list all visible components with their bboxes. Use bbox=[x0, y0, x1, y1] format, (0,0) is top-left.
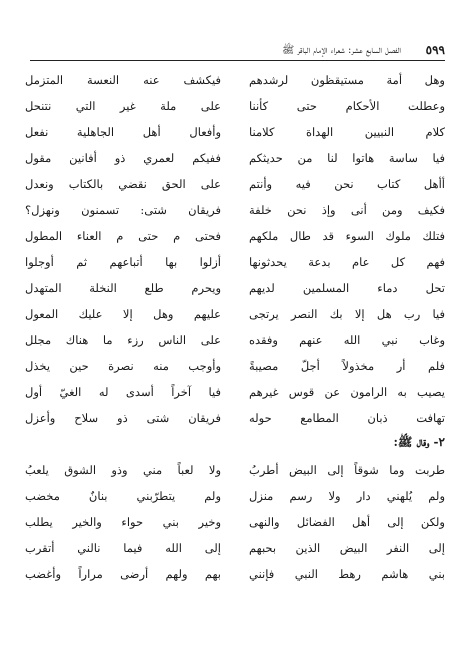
verse bbox=[25, 223, 445, 249]
first-hemistich: بني هاشم رهط النبي فإنني bbox=[249, 567, 445, 581]
first-hemistich: تحل دماء المسلمين لديهم bbox=[249, 281, 445, 295]
first-hemistich: فهم كل عام بدعة يحدثونها bbox=[249, 255, 445, 269]
verse bbox=[25, 145, 445, 171]
first-hemistich: وغاب نبي الله عنهم وفقده bbox=[249, 333, 445, 347]
running-title: الفصل السابع عشر: شعراء الإمام الباقر ﷺ bbox=[282, 45, 401, 56]
second-hemistich: على الحق نقضي بالكتاب ونعدل bbox=[25, 177, 221, 191]
first-hemistich: تهافت ذبان المطامع حوله bbox=[249, 411, 445, 425]
verse bbox=[25, 509, 445, 535]
second-hemistich: إلى الله فيما نالني أتقرب bbox=[25, 541, 221, 555]
first-hemistich: كلام النبيين الهداة كلامنا bbox=[249, 125, 445, 139]
second-hemistich: فريقان شتى: تسمنون ونهزل؟ bbox=[25, 203, 221, 217]
verse bbox=[25, 483, 445, 509]
first-hemistich: وعطلت الأحكام حتى كأننا bbox=[249, 99, 445, 113]
first-hemistich: فتلك ملوك السوء قد طال ملكهم bbox=[249, 229, 445, 243]
second-hemistich: فريقان شتى ذو سلاح وأعزل bbox=[25, 411, 221, 425]
verse bbox=[25, 457, 445, 483]
first-hemistich: فلم أر مخذولاً أجلّ مصيبةً bbox=[249, 359, 445, 373]
verse bbox=[25, 67, 445, 93]
second-hemistich: فحتى م حتى م العناء المطول bbox=[25, 229, 221, 243]
verse bbox=[25, 249, 445, 275]
second-hemistich: وأوجب منه نصرة حين يخذل bbox=[25, 359, 221, 373]
verse bbox=[25, 561, 445, 587]
first-hemistich: يصيب به الرامون عن قوس غيرهم bbox=[249, 385, 445, 399]
verse bbox=[25, 405, 445, 431]
second-hemistich: فيا آخراً أسدى له الغيّ أول bbox=[25, 385, 221, 399]
verse bbox=[25, 301, 445, 327]
header-divider bbox=[30, 60, 445, 61]
page-header bbox=[30, 43, 445, 59]
first-hemistich: طربت وما شوقاً إلى البيض أطربُ bbox=[249, 463, 445, 477]
second-hemistich: عليهم وهل إلا عليك المعول bbox=[25, 307, 221, 321]
first-hemistich: فكيف ومن أنى وإذ نحن خلفة bbox=[249, 203, 445, 217]
first-hemistich: فيا ساسة هاتوا لنا من حديثكم bbox=[249, 151, 445, 165]
verse bbox=[25, 327, 445, 353]
section-heading: ٢- وقال ﷺ: bbox=[393, 435, 445, 449]
second-hemistich: على ملة غير التي نتنحل bbox=[25, 99, 221, 113]
second-hemistich: وأفعال أهل الجاهلية نفعل bbox=[25, 125, 221, 139]
second-hemistich: بهم ولهم أرضى مراراً وأغضب bbox=[25, 567, 221, 581]
first-hemistich: ولكن إلى أهل الفضائل والنهى bbox=[249, 515, 445, 529]
first-hemistich: أأهل كتاب نحن فيه وأنتم bbox=[249, 177, 445, 191]
second-hemistich: أزلوا بها أتباعهم ثم أوجلوا bbox=[25, 255, 221, 269]
verse bbox=[25, 275, 445, 301]
verse bbox=[25, 171, 445, 197]
first-hemistich: فيا رب هل إلا بك النصر يرتجى bbox=[249, 307, 445, 321]
second-hemistich: على الناس رزء ما هناك مجلل bbox=[25, 333, 221, 347]
second-hemistich: ويحرم طلع النخلة المتهدل bbox=[25, 281, 221, 295]
verse bbox=[25, 379, 445, 405]
page-number: ٥٩٩ bbox=[425, 43, 445, 57]
verse bbox=[25, 119, 445, 145]
verse bbox=[25, 535, 445, 561]
verse bbox=[25, 353, 445, 379]
second-hemistich: ولم يتطرّبني بنانٌ مخضب bbox=[25, 489, 221, 503]
first-hemistich: إلى النفر البيض الذين بحبهم bbox=[249, 541, 445, 555]
second-hemistich: فيكشف عنه النعسة المتزمل bbox=[25, 73, 221, 87]
verse bbox=[25, 197, 445, 223]
first-hemistich: وهل أمة مستيقظون لرشدهم bbox=[249, 73, 445, 87]
second-hemistich: ففيكم لعمري ذو أفانين مقول bbox=[25, 151, 221, 165]
second-hemistich: وخير بني حواء والخير يطلب bbox=[25, 515, 221, 529]
first-hemistich: ولم يُلهني دار ولا رسم منزل bbox=[249, 489, 445, 503]
verse bbox=[25, 93, 445, 119]
second-hemistich: ولا لعباً مني وذو الشوق يلعبُ bbox=[25, 463, 221, 477]
